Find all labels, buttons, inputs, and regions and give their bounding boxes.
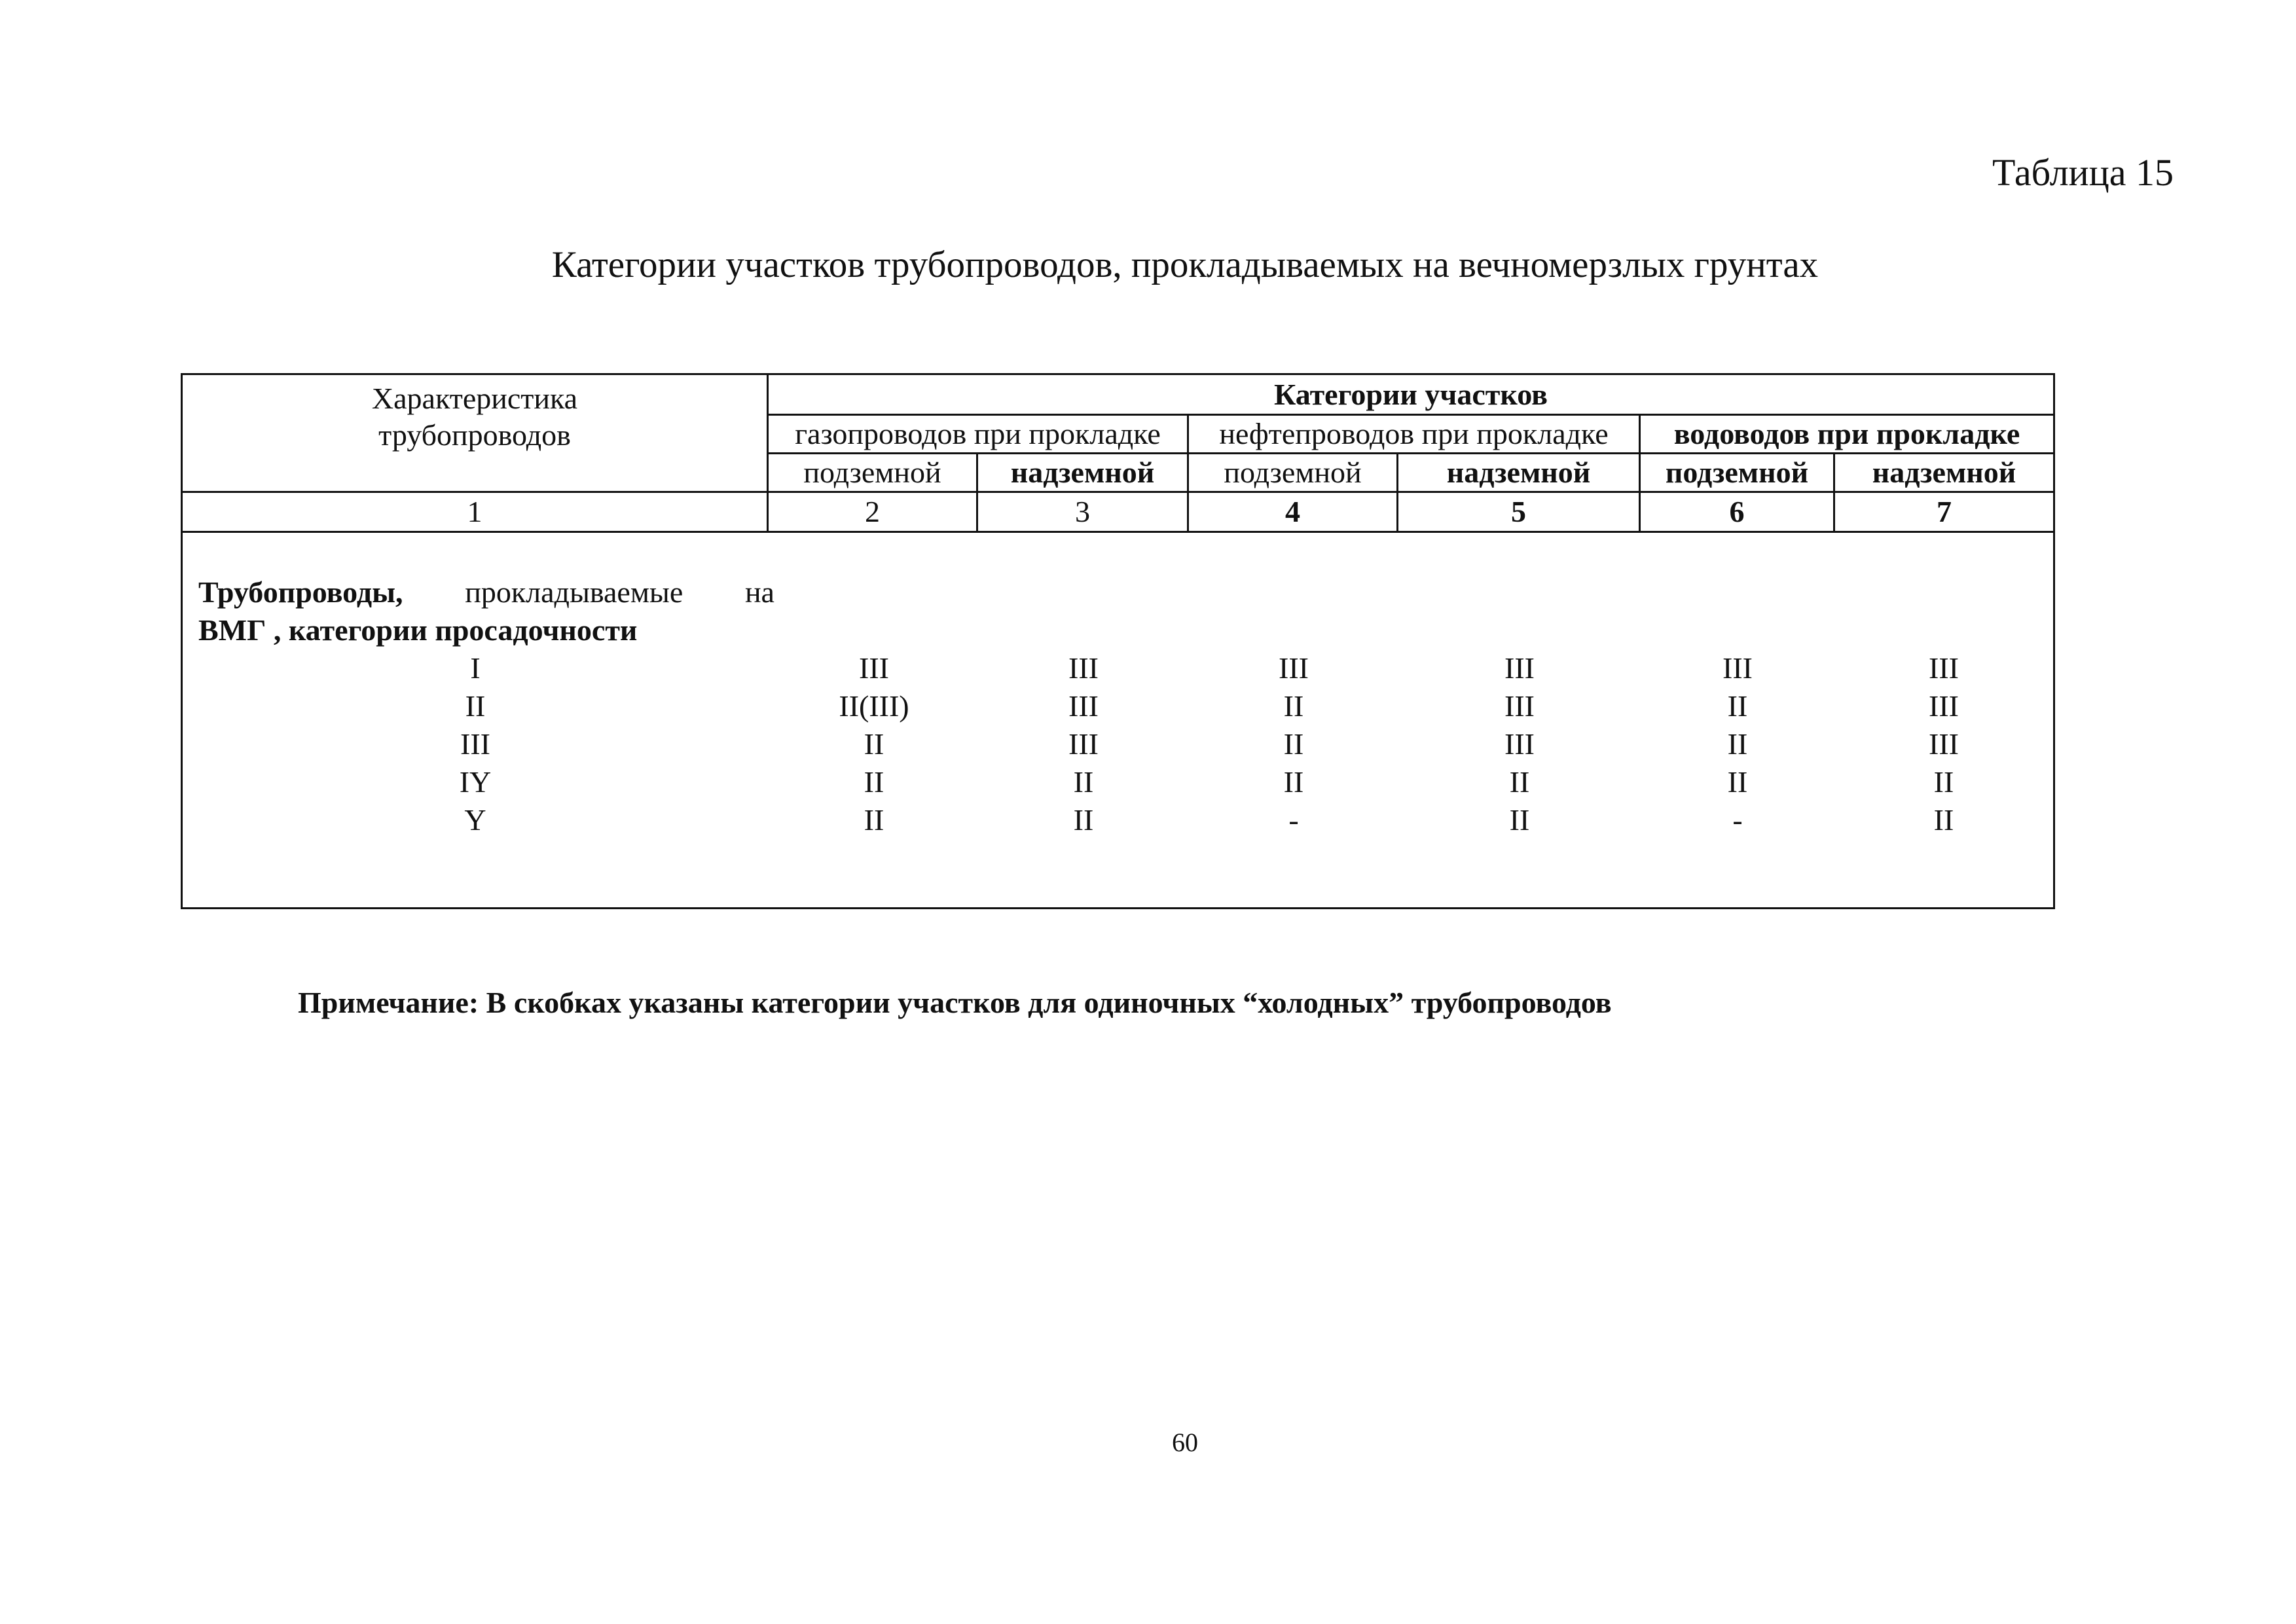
subheader-oil-underground: подземной bbox=[1188, 454, 1398, 492]
table-row bbox=[183, 725, 2053, 763]
section-heading-part2: прокладываемые bbox=[465, 575, 683, 609]
cell-value: - bbox=[1732, 803, 1743, 837]
cell-value: II bbox=[1283, 689, 1304, 723]
section-heading-part3: на bbox=[744, 575, 774, 609]
cell-value: II bbox=[864, 727, 884, 761]
section-heading bbox=[198, 573, 774, 649]
cell-value: III bbox=[1722, 651, 1753, 685]
cell-value: II bbox=[1283, 765, 1304, 799]
cell-value: II bbox=[1727, 727, 1748, 761]
table-label: Таблица 15 bbox=[1992, 151, 2174, 194]
cell-value: III bbox=[1068, 689, 1099, 723]
row-label: IY bbox=[459, 765, 492, 799]
table-body bbox=[183, 533, 2053, 907]
document-title: Категории участков трубопроводов, прокладываемых на вечномерзлых грунтах bbox=[551, 244, 1819, 285]
cell-value: II bbox=[1933, 803, 1954, 837]
cell-value: II bbox=[1727, 689, 1748, 723]
subheader-water-aboveground: надземной bbox=[1834, 454, 2054, 492]
cell-value: II(III) bbox=[839, 689, 909, 723]
header-categories: Категории участков bbox=[768, 374, 2054, 415]
row-label: Y bbox=[464, 803, 486, 837]
cell-value: II bbox=[1283, 727, 1304, 761]
row-label: III bbox=[460, 727, 490, 761]
table-row bbox=[183, 687, 2053, 725]
cell-value: III bbox=[1279, 651, 1309, 685]
cell-value: III bbox=[1504, 689, 1535, 723]
column-number-4: 4 bbox=[1188, 492, 1398, 532]
subheader-water-underground: подземной bbox=[1640, 454, 1834, 492]
categories-table bbox=[181, 373, 2055, 909]
cell-value: II bbox=[1509, 765, 1530, 799]
cell-value: II bbox=[1073, 765, 1094, 799]
section-heading-line2 bbox=[198, 611, 774, 649]
table-note: Примечание: В скобках указаны категории участков для одиночных “холодных” трубопроводов bbox=[298, 986, 1612, 1019]
table-row bbox=[183, 649, 2053, 687]
header-group-gas: газопроводов при прокладке bbox=[768, 415, 1188, 454]
cell-value: III bbox=[1929, 651, 1959, 685]
cell-value: II bbox=[1727, 765, 1748, 799]
column-number-1: 1 bbox=[182, 492, 768, 532]
cell-value: III bbox=[1068, 651, 1099, 685]
cell-value: III bbox=[1929, 727, 1959, 761]
cell-value: III bbox=[1504, 727, 1535, 761]
subheader-gas-aboveground: надземной bbox=[977, 454, 1188, 492]
section-heading-part1: Трубопроводы, bbox=[198, 575, 403, 609]
cell-value: II bbox=[864, 803, 884, 837]
page-number: 60 bbox=[1172, 1428, 1198, 1457]
cell-value: II bbox=[1073, 803, 1094, 837]
subheader-oil-aboveground: надземной bbox=[1398, 454, 1640, 492]
subheader-gas-underground: подземной bbox=[768, 454, 977, 492]
row-label: II bbox=[465, 689, 486, 723]
categories-table-wrapper bbox=[181, 373, 2053, 909]
column-number-2: 2 bbox=[768, 492, 977, 532]
cell-value: II bbox=[1933, 765, 1954, 799]
column-number-7: 7 bbox=[1834, 492, 2054, 532]
table-row bbox=[183, 763, 2053, 801]
cell-value: III bbox=[1929, 689, 1959, 723]
cell-value: III bbox=[859, 651, 889, 685]
header-group-water: водоводов при прокладке bbox=[1640, 415, 2054, 454]
cell-value: II bbox=[864, 765, 884, 799]
header-group-oil: нефтепроводов при прокладке bbox=[1188, 415, 1640, 454]
row-label: I bbox=[470, 651, 481, 685]
header-characteristic bbox=[182, 374, 768, 492]
category-rows bbox=[183, 649, 2053, 839]
column-number-3: 3 bbox=[977, 492, 1188, 532]
cell-value: - bbox=[1288, 803, 1299, 837]
column-number-5: 5 bbox=[1398, 492, 1640, 532]
cell-value: II bbox=[1509, 803, 1530, 837]
header-characteristic-text: Характеристика трубопроводов bbox=[371, 382, 578, 452]
column-number-6: 6 bbox=[1640, 492, 1834, 532]
table-body-cell bbox=[182, 532, 2054, 909]
section-heading-line2-text: ВМГ , категории просадочности bbox=[198, 613, 638, 647]
table-row bbox=[183, 801, 2053, 839]
section-heading-line1 bbox=[198, 573, 774, 611]
cell-value: III bbox=[1068, 727, 1099, 761]
cell-value: III bbox=[1504, 651, 1535, 685]
